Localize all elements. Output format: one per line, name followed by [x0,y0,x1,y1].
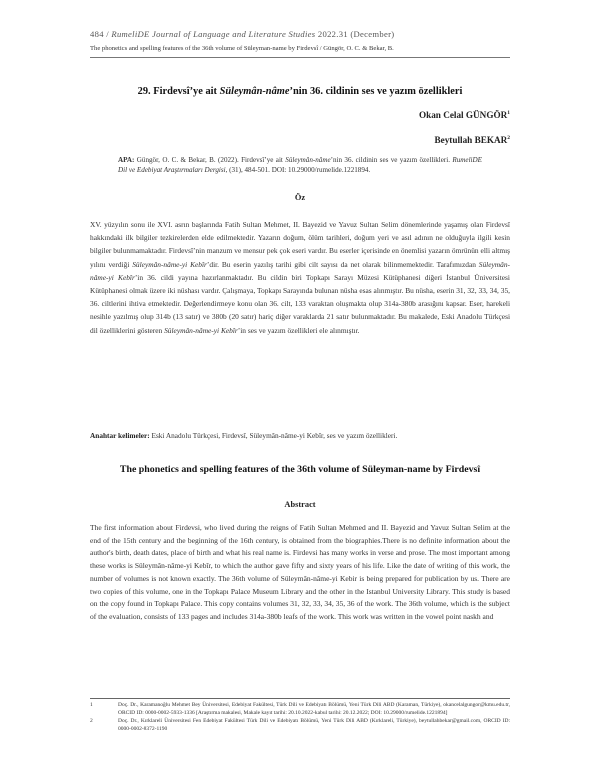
journal-issue: 2022.31 (December) [317,29,395,39]
apa-citation [118,156,482,175]
oz-text-1: XV. yüzyılın sonu ile XVI. asrın başlarında Fatih Sultan Mehmet, II. Bayezid ve Yavuz Sultan Selim dönemlerinde yaşamış olan Firdevsî hakkındaki ilk bilgiler tezkirelerden elde edilmektedir. Yazarın doğum, ölüm tarihleri, doğum yeri ve asıl adının ne olduğuyla ilgili kesin bilgiler bulunmamaktadır. Firdevsî’nin manzum ve mensur pek çok eseri vardır. Bu eserler içerisinde en önemlisi yazarın ömrünün elli altmış yılını verdiği [90,220,510,269]
article-title [90,86,510,97]
footnote-2-text: Doç. Dr., Kırklareli Üniversitesi Fen Edebiyat Fakültesi Türk Dili ve Edebiyatı Bölümü, Yeni Türk Dili ABD (Kırklareli, Türkiye), beytullahbekar@gmail.com, ORCID ID: 0000-0002-8372-1190 [118,718,510,732]
author-1-name: Okan Celal GÜNGÖR [418,110,508,120]
keywords-label: Anahtar kelimeler: [90,431,150,440]
apa-text-3: (31), 484-501. DOI: 10.29000/rumelide.1221894. [229,165,371,174]
oz-text-4: ’in ses ve yazım özellikleri ele alınmıştır. [237,325,360,335]
footnote-1 [90,702,510,717]
title-number: 29. [137,86,151,97]
running-head [90,29,394,39]
title-part-1: Firdevsî’ye ait [153,86,218,97]
title-italic: Süleymân-nâme [219,86,290,97]
oz-italic-1: Süleymân-nâme-yi Kebîr [132,259,207,269]
apa-label: APA: [118,156,135,164]
footnote-divider [90,698,510,699]
oz-italic-2: Süleymân-nâme-yi Kebîr [90,259,510,282]
header-separator: / [106,29,109,39]
page-number: 484 [90,29,104,39]
keywords-text: Eski Anadolu Türkçesi, Firdevsî, Süleymân-nâme-yi Kebîr, ses ve yazım özellikleri. [151,431,398,440]
apa-italic-title: Süleymân-nâme [285,156,331,164]
author-1 [419,110,510,120]
abstract-heading: Abstract [284,500,316,509]
oz-heading: Öz [294,193,306,202]
author-1-footnote-mark[interactable]: 1 [507,109,510,116]
apa-text-1: Güngör, O. C. & Bekar, B. (2022). Firdevsî’ye ait [136,156,283,164]
keywords-tr [90,430,510,443]
title-part-2: ’nin 36. cildinin ses ve yazım özellikleri [289,86,463,97]
header-subtitle: The phonetics and spelling features of the 36th volume of Süleyman-name by Firdevsî / Güngör, O. C. & Bekar, B. [90,45,394,52]
footnote-1-number: 1 [90,702,93,708]
oz-abstract [90,218,510,337]
footnotes [90,702,510,734]
footnote-2-number: 2 [90,718,93,725]
author-2-name: Beytullah BEKAR [434,135,508,145]
oz-text-2: ’dir. Bu eserin yazılış tarihi gibi cilt sayısı da net olarak bilinmemektedir. Tarafımızdan [206,259,476,269]
english-title: The phonetics and spelling features of the 36th volume of Süleyman-name by Firdevsî [119,464,481,475]
header-divider [90,57,510,58]
apa-journal: RumeliDE Dil ve Edebiyat Araştırmaları Dergisi, [118,156,482,174]
english-abstract: The first information about Firdevsi, who lived during the reigns of Fatih Sultan Mehmed and II. Bayezid and Yavuz Sultan Selim at the end of the 15th century and the beginning of the 16th century, is obtained from the biographies.There is no definite information about the author's birth, death dates, place of birth and what his real name is. Firdevsi has many works in verse and prose. The most important among these works is Süleymân-nâme-yi Kebîr, to which the author gave fifty and sixty years of his life. Like the date of writing of this work, the number of volumes is not known exactly. The 36th volume of Süleymân-nâme-yi Kebir is being prepared for publication by us. There are two copies of this volume, one in the Topkapı Palace Museum Library and the other in the Istanbul University Library. This study is based on the copy found in Topkapı Palace. This copy contains volumes 31, 32, 33, 34, 35, 36 of the work. The 36th volume, which is the subject of the evaluation, consists of 133 pages and includes 314a-380b leafs of the work. This work was written in the vowel point naskh and [90,523,510,621]
footnote-2 [90,718,510,733]
oz-text-3: ’in 36. cildi yayına hazırlanmaktadır. Bu cildin biri Topkapı Sarayı Müzesi Kütüphanesi diğeri İstanbul Üniversitesi Kütüphanesi olmak üzere iki nüshası vardır. Çalışmaya, Topkapı Sarayında bulunan nüsha esas alınmıştır. Bu nüsha, eserin 31, 32, 33, 34, 35, 36. ciltlerini ihtiva etmektedir. Değerlendirmeye konu olan 36. cilt, 133 varaktan oluşmakta olup 314a-380b arasığını kapsar. Eser, harekeli nesihle yazılmış olup 314b (13 satır) ve 380b (20 satır) hariç diğer varaklarda 21 satır bulunmaktadır. Bu makalede, Eski Anadolu Türkçesi dil özelliklerini gösteren [90,272,510,335]
apa-text-2: ’nin 36. cildinin ses ve yazım özellikleri. [330,156,451,164]
journal-name: RumeliDE Journal of Language and Literature Studies [111,29,316,39]
footnote-1-text: Doç. Dr., Karamanoğlu Mehmet Bey Üniversitesi, Edebiyat Fakültesi, Türk Dili ve Edebiyatı Bölümü, Yeni Türk Dili ABD (Karaman, Türkiye), okancelalgungor@kmu.edu.tr, ORCID ID: 0000-0002-5933-1336 [Araştırma makalesi, Makale kayıt tarihi: 20.10.2022-kabul tarihi: 20.12.2022; DOI: 10.29000/rumelide.1221894] [118,702,510,716]
author-2-footnote-mark[interactable]: 2 [507,134,510,141]
oz-italic-3: Süleymân-nâme-yi Kebîr [164,325,238,335]
author-2 [435,135,511,145]
